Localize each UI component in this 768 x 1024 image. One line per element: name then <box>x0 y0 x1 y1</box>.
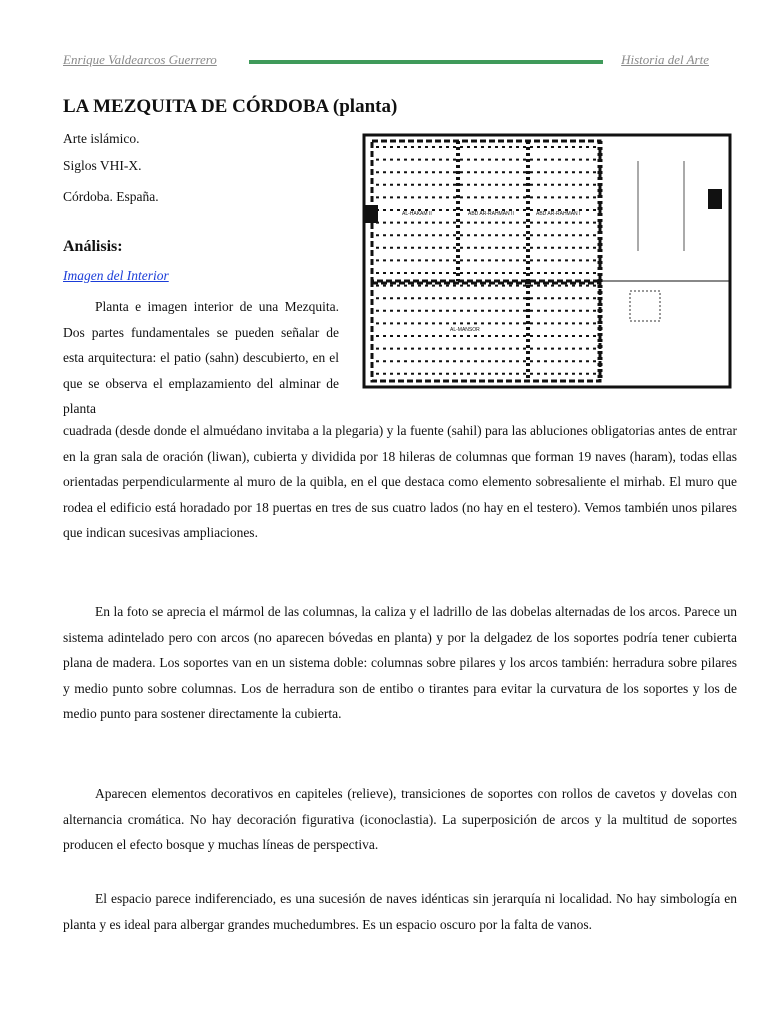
meta-location: Córdoba. España. <box>63 189 159 204</box>
interior-image-link[interactable]: Imagen del Interior <box>63 268 169 283</box>
analysis-heading: Análisis: <box>63 238 123 255</box>
meta-style: Arte islámico. <box>63 131 140 146</box>
mosque-floor-plan <box>358 131 736 391</box>
paragraph-1-rest: cuadrada (desde donde el almuédano invitaba a la plegaria) y la fuente (sahil) para las abluciones obligatorias antes de entrar en la gran sala de oración (liwan), cubierta y dividida por 18 hileras de columnas que forman 19 naves (haram), todas ellas orientadas perpendicularmente al muro de la quibla, en el que destaca como elemento sobresaliente el mirhab. El muro que rodea el edificio está horadado por 18 puertas en tres de sus cuatro lados (no hay en el testero). Vemos también unos pilares que indican sucesivas ampliaciones. <box>63 423 737 540</box>
plan-label-hakam: AL-HAKAM II <box>402 211 432 217</box>
paragraph-4: El espacio parece indiferenciado, es una sucesión de naves idénticas sin jerarquía ni localidad. No hay simbología en planta y es ideal para albergar grandes muchedumbres. Es un espacio oscuro por la falta de vanos. <box>63 891 737 932</box>
plan-label-rahman2: ABD AR-RAHMAN II <box>468 211 514 217</box>
header-author: Enrique Valdearcos Guerrero <box>63 52 217 67</box>
meta-period: Siglos VHI-X. <box>63 158 142 173</box>
page-title: LA MEZQUITA DE CÓRDOBA (planta) <box>63 96 398 117</box>
header-subject: Historia del Arte <box>621 52 709 67</box>
plan-label-mansor: AL-MANSOR <box>450 327 480 333</box>
paragraph-2: En la foto se aprecia el mármol de las columnas, la caliza y el ladrillo de las dobelas alternadas de los arcos. Parece un sistema adintelado pero con arcos (no aparecen bóvedas en planta) y por la delgadez de los soportes podría tener cubierta plana de madera. Los soportes van en un sistema doble: columnas sobre pilares y los arcos también: herradura sobre pilares y medio punto sobre columnas. Los de herradura son de entibo o tirantes para evitar la curvatura de los soportes y los de medio punto para sostener directamente la cubierta. <box>63 604 737 721</box>
page-header <box>63 52 709 70</box>
paragraph-1-wrap: Planta e imagen interior de una Mezquita. Dos partes fundamentales se pueden señalar de esta arquitectura: el patio (sahn) descubierto, en el que se observa el emplazamiento del alminar de planta <box>63 299 339 416</box>
paragraph-3: Aparecen elementos decorativos en capiteles (relieve), transiciones de soportes con rollos de cavetos y dovelas con alternancia cromática. No hay decoración figurativa (iconoclastia). La superposición de arcos y la multitud de soportes producen el efecto bosque y muchas líneas de perspectiva. <box>63 786 737 852</box>
header-rule <box>249 60 603 64</box>
plan-label-rahman1: ABD AR-RAHMAN I <box>536 211 581 217</box>
